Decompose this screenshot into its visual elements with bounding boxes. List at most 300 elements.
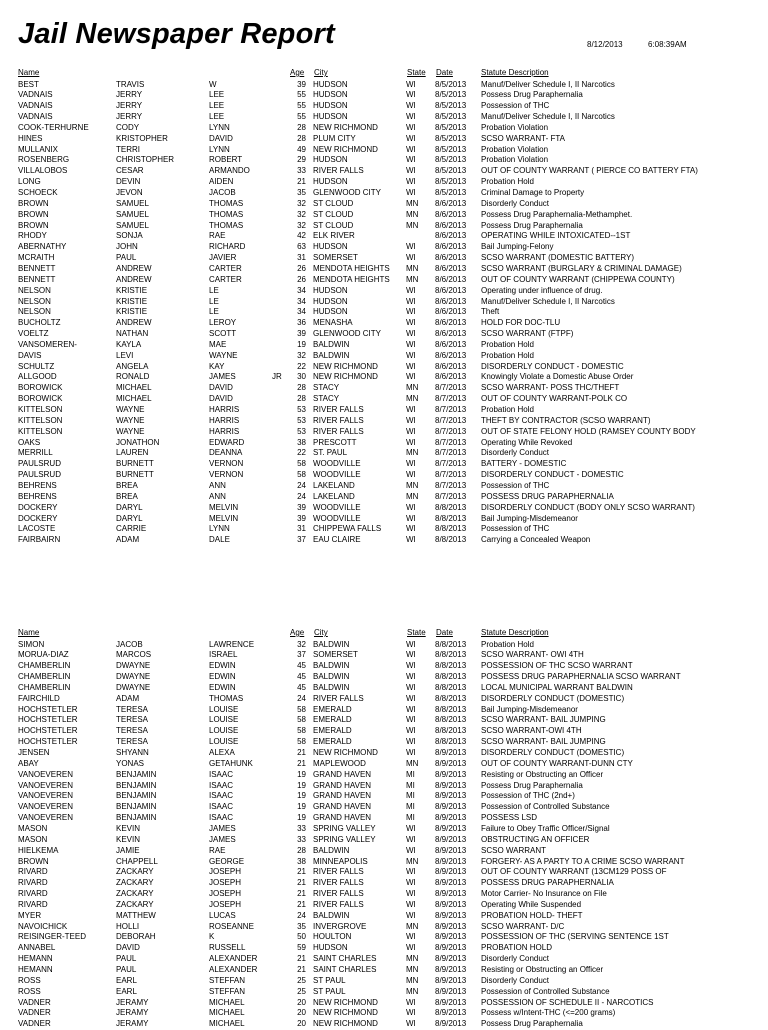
table-row bbox=[0, 846, 768, 857]
last-name-cell: ROSENBERG bbox=[18, 155, 70, 165]
last-name-cell: FAIRCHILD bbox=[18, 693, 60, 703]
first-name-cell: BREA bbox=[116, 491, 138, 501]
first-name-cell: PAUL bbox=[116, 965, 137, 974]
date-cell: 8/8/2013 bbox=[435, 513, 467, 523]
city-cell: RIVER FALLS bbox=[313, 693, 364, 703]
state-cell: WI bbox=[406, 867, 416, 877]
middle-name-cell: ALEXA bbox=[209, 748, 235, 757]
city-cell: HUDSON bbox=[313, 296, 348, 306]
middle-name-cell: RAE bbox=[209, 231, 226, 241]
last-name-cell: ROSS bbox=[18, 986, 41, 996]
city-cell: LAKELAND bbox=[313, 491, 355, 501]
first-name-cell: KEVIN bbox=[116, 834, 141, 844]
state-cell: WI bbox=[406, 932, 416, 942]
statute-description-cell: OUT OF COUNTY WARRANT (13CM129 POSS OF bbox=[481, 867, 667, 877]
city-cell: PLUM CITY bbox=[313, 133, 356, 143]
state-cell: MN bbox=[406, 758, 419, 768]
city-cell: HUDSON bbox=[313, 90, 348, 100]
first-name-cell: ZACKARY bbox=[116, 899, 154, 909]
age-cell: 21 bbox=[297, 899, 306, 909]
statute-description-cell: Probation Violation bbox=[481, 122, 549, 132]
age-cell: 21 bbox=[297, 965, 306, 974]
last-name-cell: PAULSRUD bbox=[18, 470, 61, 480]
age-cell: 21 bbox=[297, 867, 306, 877]
state-cell: WI bbox=[406, 845, 416, 855]
date-cell: 8/5/2013 bbox=[435, 122, 467, 132]
statute-description-cell: Probation Hold bbox=[481, 339, 534, 349]
age-cell: 32 bbox=[297, 350, 306, 360]
first-name-cell: TERESA bbox=[116, 704, 149, 714]
age-cell: 28 bbox=[297, 122, 306, 132]
table-row bbox=[0, 781, 768, 792]
state-cell: WI bbox=[406, 726, 416, 736]
city-cell: HUDSON bbox=[313, 79, 348, 89]
statute-description-cell: SCSO WARRANT (DOMESTIC BATTERY) bbox=[481, 253, 635, 263]
statute-description-cell: Possession of Controlled Substance bbox=[481, 802, 610, 812]
first-name-cell: WAYNE bbox=[116, 415, 145, 425]
state-cell: WI bbox=[406, 899, 416, 909]
table-row bbox=[0, 286, 768, 297]
age-cell: 34 bbox=[297, 285, 306, 295]
table-row bbox=[0, 535, 768, 546]
report-time: 6:08:39AM bbox=[648, 40, 687, 49]
middle-name-cell: ALEXANDER bbox=[209, 954, 258, 964]
table-row bbox=[0, 383, 768, 394]
statute-description-cell: OUT OF COUNTY WARRANT-DUNN CTY bbox=[481, 758, 633, 768]
last-name-cell: SCHOECK bbox=[18, 188, 58, 197]
middle-name-cell: HARRIS bbox=[209, 426, 240, 436]
middle-name-cell: VERNON bbox=[209, 470, 244, 480]
last-name-cell: ROSS bbox=[18, 975, 41, 985]
statute-description-cell: Operating under influence of drug. bbox=[481, 285, 603, 295]
city-cell: RIVER FALLS bbox=[313, 899, 364, 909]
table-row bbox=[0, 242, 768, 253]
middle-name-cell: CARTER bbox=[209, 263, 242, 273]
state-cell: MN bbox=[406, 198, 419, 208]
age-cell: 28 bbox=[297, 133, 306, 143]
middle-name-cell: DEANNA bbox=[209, 448, 243, 458]
last-name-cell: VANOEVEREN bbox=[18, 813, 73, 823]
last-name-cell: FAIRBAIRN bbox=[18, 535, 61, 545]
age-cell: 21 bbox=[297, 889, 306, 899]
date-cell: 8/6/2013 bbox=[435, 307, 467, 317]
last-name-cell: CHAMBERLIN bbox=[18, 682, 71, 692]
state-cell: MN bbox=[406, 209, 419, 219]
city-cell: HUDSON bbox=[313, 307, 348, 317]
first-name-cell: CARRIE bbox=[116, 524, 147, 534]
middle-name-cell: ANN bbox=[209, 480, 226, 490]
date-cell: 8/9/2013 bbox=[435, 802, 467, 812]
city-cell: HUDSON bbox=[313, 155, 348, 165]
city-cell: ST CLOUD bbox=[313, 198, 354, 208]
state-cell: MN bbox=[406, 986, 419, 996]
table-row bbox=[0, 813, 768, 824]
city-cell: ST CLOUD bbox=[313, 220, 354, 230]
first-name-cell: DWAYNE bbox=[116, 672, 151, 682]
state-cell: WI bbox=[406, 1008, 416, 1018]
table-row bbox=[0, 987, 768, 998]
date-cell: 8/9/2013 bbox=[435, 878, 467, 888]
date-cell: 8/6/2013 bbox=[435, 220, 467, 230]
last-name-cell: NELSON bbox=[18, 285, 51, 295]
first-name-cell: JONATHON bbox=[116, 437, 160, 447]
table-row bbox=[0, 351, 768, 362]
statute-description-cell: PROBATION HOLD- THEFT bbox=[481, 910, 583, 920]
table-row bbox=[0, 155, 768, 166]
first-name-cell: SHYANN bbox=[116, 748, 149, 757]
first-name-cell: JERAMY bbox=[116, 1008, 149, 1018]
city-cell: WOODVILLE bbox=[313, 502, 361, 512]
date-cell: 8/9/2013 bbox=[435, 932, 467, 942]
age-cell: 45 bbox=[297, 672, 306, 682]
first-name-cell: LEVI bbox=[116, 350, 134, 360]
date-cell: 8/6/2013 bbox=[435, 263, 467, 273]
date-cell: 8/8/2013 bbox=[435, 715, 467, 725]
table-row bbox=[0, 438, 768, 449]
statute-description-cell: SCSO WARRANT (FTPF) bbox=[481, 329, 574, 339]
last-name-cell: HEMANN bbox=[18, 965, 53, 974]
middle-name-cell: MELVIN bbox=[209, 513, 239, 523]
first-name-cell: SONJA bbox=[116, 231, 143, 241]
last-name-cell: VANOEVEREN bbox=[18, 780, 73, 790]
city-cell: MENDOTA HEIGHTS bbox=[313, 274, 390, 284]
table-row bbox=[0, 998, 768, 1009]
table-row bbox=[0, 492, 768, 503]
date-cell: 8/8/2013 bbox=[435, 535, 467, 545]
statute-description-cell: OUT OF COUNTY WARRANT (CHIPPEWA COUNTY) bbox=[481, 274, 675, 284]
middle-name-cell: ALEXANDER bbox=[209, 965, 258, 974]
age-cell: 20 bbox=[297, 1008, 306, 1018]
statute-description-cell: Possession of THC bbox=[481, 101, 550, 111]
last-name-cell: BEST bbox=[18, 79, 39, 89]
statute-description-cell: Disorderly Conduct bbox=[481, 954, 550, 964]
date-cell: 8/5/2013 bbox=[435, 133, 467, 143]
statute-description-cell: POSSESS DRUG PARAPHERNALIA SCSO WARRANT bbox=[481, 672, 681, 682]
middle-name-cell: JAMES bbox=[209, 834, 236, 844]
age-cell: 58 bbox=[297, 726, 306, 736]
statute-description-cell: Operating While Revoked bbox=[481, 437, 573, 447]
middle-name-cell: MELVIN bbox=[209, 502, 239, 512]
first-name-cell: ANDREW bbox=[116, 274, 152, 284]
name-column-header: Name bbox=[18, 68, 40, 77]
middle-name-cell: VERNON bbox=[209, 459, 244, 469]
middle-name-cell: MICHAEL bbox=[209, 997, 245, 1007]
age-cell: 36 bbox=[297, 318, 306, 328]
first-name-cell: DWAYNE bbox=[116, 682, 151, 692]
age-cell: 33 bbox=[297, 166, 306, 176]
table-row bbox=[0, 405, 768, 416]
state-cell: WI bbox=[406, 101, 416, 111]
first-name-cell: MICHAEL bbox=[116, 383, 152, 393]
last-name-cell: BENNETT bbox=[18, 263, 56, 273]
middle-name-cell: LEE bbox=[209, 90, 225, 100]
statute-description-cell: Bail Jumping-Misdemeanor bbox=[481, 704, 578, 714]
table-row bbox=[0, 650, 768, 661]
state-cell: WI bbox=[406, 79, 416, 89]
date-cell: 8/5/2013 bbox=[435, 188, 467, 197]
date-cell: 8/7/2013 bbox=[435, 426, 467, 436]
table-row bbox=[0, 1019, 768, 1030]
date-cell: 8/8/2013 bbox=[435, 502, 467, 512]
statute-description-cell: Possess Drug Paraphernalia bbox=[481, 780, 583, 790]
statute-description-cell: Failure to Obey Traffic Officer/Signal bbox=[481, 823, 610, 833]
state-cell: WI bbox=[406, 682, 416, 692]
city-cell: HUDSON bbox=[313, 112, 348, 122]
date-cell: 8/8/2013 bbox=[435, 524, 467, 534]
table-row bbox=[0, 177, 768, 188]
state-cell: MI bbox=[406, 802, 415, 812]
middle-name-cell: JAMES bbox=[209, 823, 236, 833]
age-cell: 21 bbox=[297, 954, 306, 964]
middle-name-cell: K bbox=[209, 932, 215, 942]
city-cell: STACY bbox=[313, 383, 340, 393]
last-name-cell: RIVARD bbox=[18, 899, 48, 909]
statute-description-cell: Possess Drug Paraphernalia bbox=[481, 220, 583, 230]
statute-description-cell: DISORDERLY CONDUCT - DOMESTIC bbox=[481, 361, 624, 371]
first-name-cell: JERRY bbox=[116, 90, 143, 100]
date-cell: 8/7/2013 bbox=[435, 383, 467, 393]
date-cell: 8/8/2013 bbox=[435, 661, 467, 671]
middle-name-cell: ANN bbox=[209, 491, 226, 501]
city-cell: ST. PAUL bbox=[313, 448, 348, 458]
table-row bbox=[0, 791, 768, 802]
table-row bbox=[0, 889, 768, 900]
age-cell: 38 bbox=[297, 437, 306, 447]
middle-name-cell: LYNN bbox=[209, 122, 230, 132]
table-row bbox=[0, 878, 768, 889]
middle-name-cell: W bbox=[209, 79, 217, 89]
date-cell: 8/9/2013 bbox=[435, 867, 467, 877]
age-cell: 58 bbox=[297, 704, 306, 714]
middle-name-cell: JOSEPH bbox=[209, 867, 242, 877]
first-name-cell: KAYLA bbox=[116, 339, 142, 349]
table-row bbox=[0, 307, 768, 318]
last-name-cell: VADNER bbox=[18, 997, 51, 1007]
last-name-cell: LACOSTE bbox=[18, 524, 56, 534]
age-cell: 53 bbox=[297, 426, 306, 436]
suffix-cell: JR bbox=[272, 372, 282, 382]
statute-description-cell: SCSO WARRANT-OWI 4TH bbox=[481, 726, 582, 736]
state-cell: WI bbox=[406, 524, 416, 534]
table-row bbox=[0, 123, 768, 134]
middle-name-cell: LOUISE bbox=[209, 715, 239, 725]
last-name-cell: ABAY bbox=[18, 758, 39, 768]
date-cell: 8/6/2013 bbox=[435, 285, 467, 295]
last-name-cell: VILLALOBOS bbox=[18, 166, 68, 176]
statute-description-cell: OUT OF COUNTY WARRANT-POLK CO bbox=[481, 394, 628, 404]
statute-description-cell: Disorderly Conduct bbox=[481, 198, 550, 208]
last-name-cell: RIVARD bbox=[18, 878, 48, 888]
last-name-cell: MORUA-DIAZ bbox=[18, 650, 69, 660]
first-name-cell: BENJAMIN bbox=[116, 813, 157, 823]
first-name-cell: HOLLI bbox=[116, 921, 140, 931]
table-row bbox=[0, 748, 768, 759]
first-name-cell: ADAM bbox=[116, 535, 140, 545]
statute-description-cell: SCSO WARRANT- BAIL JUMPING bbox=[481, 715, 606, 725]
first-name-cell: MICHAEL bbox=[116, 394, 152, 404]
city-cell: PRESCOTT bbox=[313, 437, 357, 447]
state-cell: WI bbox=[406, 693, 416, 703]
middle-name-cell: MICHAEL bbox=[209, 1008, 245, 1018]
city-cell: WOODVILLE bbox=[313, 459, 361, 469]
age-cell: 58 bbox=[297, 737, 306, 747]
middle-name-cell: THOMAS bbox=[209, 209, 244, 219]
last-name-cell: VADNAIS bbox=[18, 90, 53, 100]
statute-description-cell: OUT OF STATE FELONY HOLD (RAMSEY COUNTY BODY bbox=[481, 426, 696, 436]
date-cell: 8/7/2013 bbox=[435, 405, 467, 414]
first-name-cell: BENJAMIN bbox=[116, 791, 157, 801]
first-name-cell: KRISTOPHER bbox=[116, 133, 168, 143]
age-cell: 19 bbox=[297, 780, 306, 790]
statute-description-cell: Possession of THC bbox=[481, 524, 550, 534]
state-cell: WI bbox=[406, 177, 416, 187]
last-name-cell: MASON bbox=[18, 823, 48, 833]
date-cell: 8/9/2013 bbox=[435, 845, 467, 855]
table-row bbox=[0, 922, 768, 933]
first-name-cell: JACOB bbox=[116, 639, 143, 649]
first-name-cell: JAMIE bbox=[116, 845, 140, 855]
first-name-cell: EARL bbox=[116, 986, 137, 996]
age-cell: 39 bbox=[297, 79, 306, 89]
date-cell: 8/5/2013 bbox=[435, 112, 467, 122]
table-row bbox=[0, 514, 768, 525]
age-cell: 19 bbox=[297, 813, 306, 823]
last-name-cell: JENSEN bbox=[18, 748, 50, 757]
age-cell: 53 bbox=[297, 415, 306, 425]
city-cell: ST PAUL bbox=[313, 986, 346, 996]
table-row bbox=[0, 231, 768, 242]
first-name-cell: CHAPPELL bbox=[116, 856, 158, 866]
middle-name-cell: LEE bbox=[209, 101, 225, 111]
state-cell: MN bbox=[406, 220, 419, 230]
city-cell: RIVER FALLS bbox=[313, 166, 364, 176]
last-name-cell: CHAMBERLIN bbox=[18, 672, 71, 682]
statute-description-cell: Possess Drug Paraphernalia bbox=[481, 1019, 583, 1029]
state-cell: MI bbox=[406, 769, 415, 779]
city-cell: SAINT CHARLES bbox=[313, 954, 377, 964]
age-cell: 25 bbox=[297, 975, 306, 985]
statute-description-cell: OUT OF COUNTY WARRANT ( PIERCE CO BATTERY FTA) bbox=[481, 166, 698, 176]
first-name-cell: TERESA bbox=[116, 726, 149, 736]
state-cell: WI bbox=[406, 459, 416, 469]
table-row bbox=[0, 503, 768, 514]
first-name-cell: SAMUEL bbox=[116, 209, 149, 219]
date-cell: 8/9/2013 bbox=[435, 1019, 467, 1029]
first-name-cell: RONALD bbox=[116, 372, 150, 382]
city-cell: ST PAUL bbox=[313, 975, 346, 985]
state-cell: WI bbox=[406, 650, 416, 660]
table-row bbox=[0, 221, 768, 232]
city-cell: SOMERSET bbox=[313, 253, 358, 263]
last-name-cell: MULLANIX bbox=[18, 144, 59, 154]
first-name-cell: JERRY bbox=[116, 112, 143, 122]
middle-name-cell: STEFFAN bbox=[209, 986, 246, 996]
last-name-cell: VADNAIS bbox=[18, 101, 53, 111]
middle-name-cell: LYNN bbox=[209, 524, 230, 534]
table-row bbox=[0, 199, 768, 210]
middle-name-cell: JAMES bbox=[209, 372, 236, 382]
middle-name-cell: JAVIER bbox=[209, 253, 237, 263]
city-cell: GRAND HAVEN bbox=[313, 780, 372, 790]
state-cell: WI bbox=[406, 144, 416, 154]
statute-description-cell: Resisting or Obstructing an Officer bbox=[481, 769, 604, 779]
table-row bbox=[0, 824, 768, 835]
first-name-cell: JERAMY bbox=[116, 997, 149, 1007]
middle-name-cell: ISRAEL bbox=[209, 650, 238, 660]
middle-name-cell: RICHARD bbox=[209, 242, 246, 252]
table-row bbox=[0, 932, 768, 943]
age-cell: 37 bbox=[297, 650, 306, 660]
table-row bbox=[0, 726, 768, 737]
statute-description-cell: Possession of THC (2nd+) bbox=[481, 791, 575, 801]
last-name-cell: BOROWICK bbox=[18, 394, 63, 404]
city-cell: SPRING VALLEY bbox=[313, 834, 376, 844]
table-row bbox=[0, 210, 768, 221]
first-name-cell: ANGELA bbox=[116, 361, 149, 371]
date-cell: 8/5/2013 bbox=[435, 166, 467, 176]
last-name-cell: BEHRENS bbox=[18, 480, 57, 490]
date-cell: 8/6/2013 bbox=[435, 274, 467, 284]
last-name-cell: KITTELSON bbox=[18, 426, 63, 436]
city-cell: HOULTON bbox=[313, 932, 352, 942]
date-cell: 8/6/2013 bbox=[435, 209, 467, 219]
state-cell: WI bbox=[406, 910, 416, 920]
middle-name-cell: CARTER bbox=[209, 274, 242, 284]
state-cell: MN bbox=[406, 491, 419, 501]
date-cell: 8/9/2013 bbox=[435, 1008, 467, 1018]
middle-name-cell: RUSSELL bbox=[209, 943, 246, 953]
date-cell: 8/6/2013 bbox=[435, 350, 467, 360]
statute-description-cell: Probation Hold bbox=[481, 177, 534, 187]
city-cell: NEW RICHMOND bbox=[313, 361, 378, 371]
date-cell: 8/9/2013 bbox=[435, 834, 467, 844]
statute-column-header: Statute Description bbox=[481, 628, 549, 637]
statute-description-cell: Manuf/Deliver Schedule I, II Narcotics bbox=[481, 296, 615, 306]
date-cell: 8/6/2013 bbox=[435, 318, 467, 328]
first-name-cell: EARL bbox=[116, 975, 137, 985]
city-cell: BALDWIN bbox=[313, 845, 350, 855]
last-name-cell: CHAMBERLIN bbox=[18, 661, 71, 671]
last-name-cell: VADNER bbox=[18, 1008, 51, 1018]
city-cell: SAINT CHARLES bbox=[313, 965, 377, 974]
date-cell: 8/9/2013 bbox=[435, 910, 467, 920]
last-name-cell: NAVOICHICK bbox=[18, 921, 68, 931]
age-cell: 22 bbox=[297, 361, 306, 371]
state-cell: MN bbox=[406, 263, 419, 273]
last-name-cell: NELSON bbox=[18, 296, 51, 306]
first-name-cell: TERESA bbox=[116, 715, 149, 725]
first-name-cell: DARYL bbox=[116, 502, 143, 512]
statute-description-cell: POSSESSION OF SCHEDULE II - NARCOTICS bbox=[481, 997, 654, 1007]
middle-name-cell: DAVID bbox=[209, 133, 233, 143]
first-name-cell: ZACKARY bbox=[116, 867, 154, 877]
statute-description-cell: BATTERY - DOMESTIC bbox=[481, 459, 567, 469]
middle-name-cell: DALE bbox=[209, 535, 230, 545]
last-name-cell: ALLGOOD bbox=[18, 372, 57, 382]
middle-name-cell: HARRIS bbox=[209, 405, 240, 414]
middle-name-cell: LEROY bbox=[209, 318, 237, 328]
age-cell: 38 bbox=[297, 856, 306, 866]
table-row bbox=[0, 145, 768, 156]
age-cell: 55 bbox=[297, 101, 306, 111]
state-cell: WI bbox=[406, 112, 416, 122]
table-row bbox=[0, 715, 768, 726]
middle-name-cell: WAYNE bbox=[209, 350, 238, 360]
table-row bbox=[0, 188, 768, 199]
date-cell: 8/9/2013 bbox=[435, 899, 467, 909]
middle-name-cell: LYNN bbox=[209, 144, 230, 154]
table-row bbox=[0, 80, 768, 91]
